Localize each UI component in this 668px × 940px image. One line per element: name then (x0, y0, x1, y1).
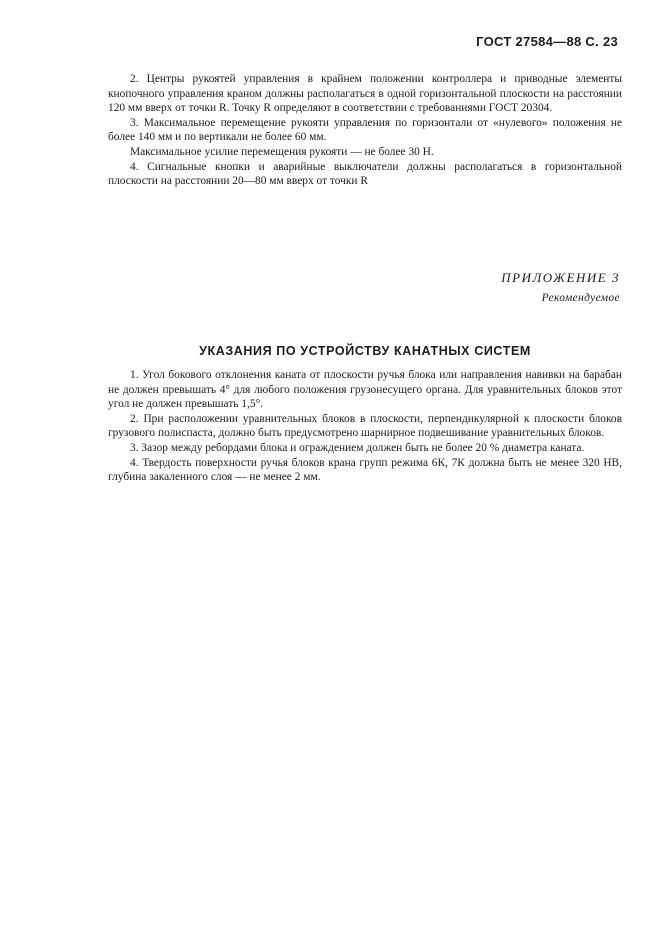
requirements-continuation (108, 72, 622, 189)
section-paragraph-2: 2. При расположении уравнительных блоков в плоскости, перпендикулярной к плоскости блоков грузового полиспаста, должно быть предусмотрено шарнирное подвешивание уравнительных блоков. (108, 412, 622, 440)
paragraph-3: 3. Максимальное перемещение рукояти управления по горизонтали от «нулевого» положения не более 140 мм и по вертикали не более 60 мм. (108, 116, 622, 144)
appendix-title: ПРИЛОЖЕНИЕ 3 (501, 270, 620, 285)
rope-systems-section (108, 368, 622, 485)
paragraph-2: 2. Центры рукоятей управления в крайнем положении контроллера и приводные элементы кнопочного управления краном должны располагаться в одной горизонтальной плоскости на расстоянии 120 мм вверх от точки R. Точку R определяют в соответствии с требованиями ГОСТ 20304. (108, 73, 622, 115)
page-header: ГОСТ 27584—88 С. 23 (476, 34, 618, 49)
appendix-heading (501, 270, 620, 304)
section-title: УКАЗАНИЯ ПО УСТРОЙСТВУ КАНАТНЫХ СИСТЕМ (199, 344, 531, 358)
section-paragraph-4: 4. Твердость поверхности ручья блоков крана групп режима 6К, 7К должна быть не менее 320 НВ, глубина закаленного слоя — не менее 2 мм. (108, 456, 622, 484)
paragraph-4: 4. Сигнальные кнопки и аварийные выключатели должны располагаться в горизонтальной плоскости на расстоянии 20—80 мм вверх от точки R (108, 160, 622, 188)
appendix-status: Рекомендуемое (541, 292, 620, 304)
section-paragraph-1: 1. Угол бокового отклонения каната от плоскости ручья блока или направления навивки на барабан не должен превышать 4° для любого положения грузонесущего органа. Для уравнительных блоков этот угол не должен превышать 1,5°. (108, 369, 622, 411)
section-paragraph-3: 3. Зазор между ребордами блока и ограждением должен быть не более 20 % диаметра каната. (130, 441, 585, 454)
paragraph-3-force: Максимальное усилие перемещения рукояти — не более 30 Н. (130, 145, 434, 158)
